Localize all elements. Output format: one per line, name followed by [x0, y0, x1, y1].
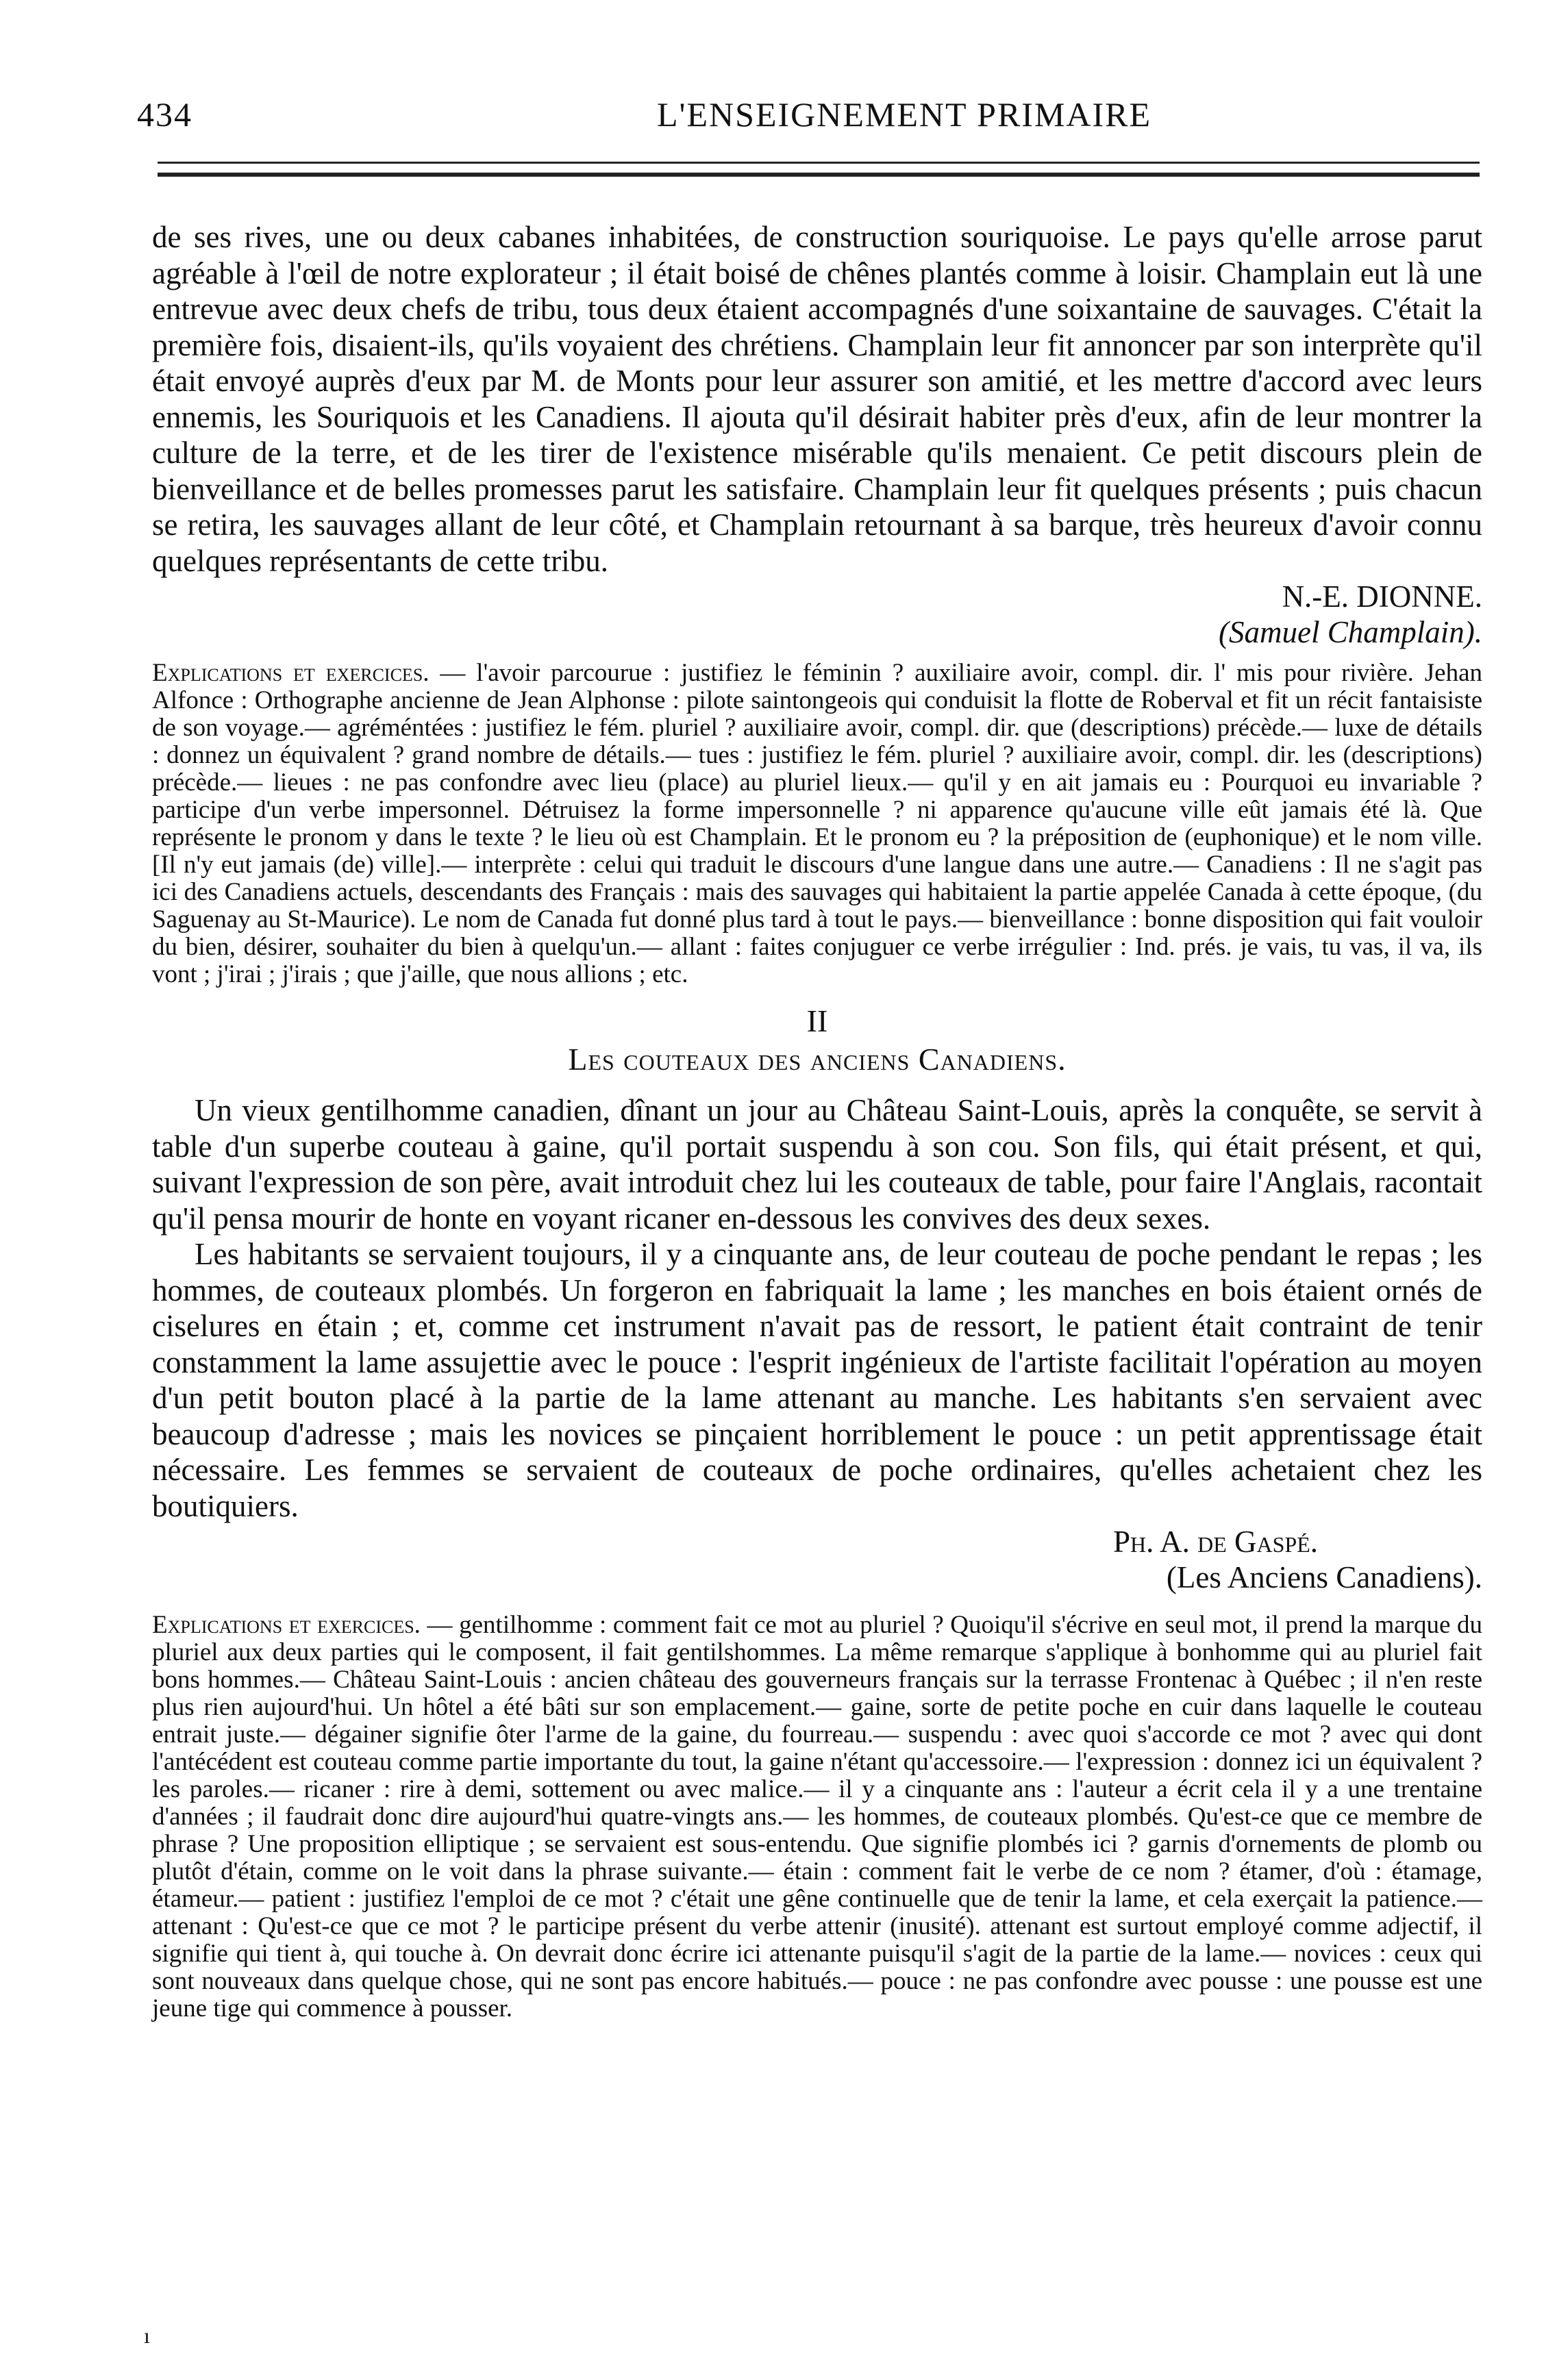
passage2-source: (Les Anciens Canadiens). [1166, 1560, 1482, 1594]
stray-print-mark: ı [144, 2323, 150, 2348]
exercises-text-1: — l'avoir parcourue : justifiez le féminin ? auxiliaire avoir, compl. dir. l' mis pour rivière. Jehan Alfonce : Orthographe ancienne de Jean Alphonse : pilote saintongeois qui conduisit la flotte de Roberval et fit un récit fantaisiste de son voyage.— agréméntées : justifiez le fém. pluriel ? auxiliaire avoir, compl. dir. que (descriptions) précède.— luxe de détails : donnez un équivalent ? grand nombre de détails.— tues : justifiez le fém. pluriel ? auxiliaire avoir, compl. dir. les (descriptions) précède.— lieues : ne pas confondre avec lieu (place) au pluriel lieux.— qu'il y en ait jamais eu : Pourquoi eu invariable ? participe d'un verbe impersonnel. Détruisez la forme impersonnelle ? ni apparence qu'aucune ville eût jamais été là. Que représente le pronom y dans le texte ? le lieu où est Champlain. Et le pronom eu ? la préposition de (euphonique) et le nom ville. [Il n'y eut jamais (de) ville].— interprète : celui qui traduit le discours d'une langue dans une autre.— Canadiens : Il ne s'agit pas ici des Canadiens actuels, descendants des Français : mais des sauvages qui habitaient la partie appelée Canada à cette époque, (du Saguenay au St-Maurice). Le nom de Canada fut donné plus tard à tout le pays.— bienveillance : bonne disposition qui fait vouloir du bien, désirer, souhaiter du bien à quelqu'un.— allant : faites conjuguer ce verbe irrégulier : Ind. prés. je vais, tu vas, il va, ils vont ; j'irai ; j'irais ; que j'aille, que nous allions ; etc. [152, 659, 1483, 988]
exercises-block-1 [152, 660, 1482, 988]
passage2-author: Ph. A. de Gaspé. [1112, 1525, 1318, 1559]
section-number: II [806, 1003, 828, 1038]
header-rule-thick [158, 173, 1480, 177]
section-title: Les couteaux des anciens Canadiens. [568, 1042, 1067, 1077]
exercises-label-2: Explications et exercices. [152, 1611, 421, 1639]
passage1-source: (Samuel Champlain). [1219, 615, 1482, 649]
couteaux-paragraph-2: Les habitants se servaient toujours, il y a cinquante ans, de leur couteau de poche pendant le repas ; les hommes, de couteaux plombés. Un forgeron en fabriquait la lame ; les manches en bois étaient ornés de ciselures en étain ; et, comme cet instrument n'avait pas de ressort, le patient était contraint de tenir constamment la lame assujettie avec le pouce : l'esprit ingénieux de l'artiste facilitait l'opération au moyen d'un petit bouton placé à la partie de la lame attenant au manche. Les habitants s'en servaient avec beaucoup d'adresse ; mais les novices se pinçaient horriblement le pouce : un petit apprentissage était nécessaire. Les femmes se servaient de couteaux de poche ordinaires, qu'elles achetaient chez les boutiquiers. [152, 1237, 1482, 1523]
exercises-block-2 [152, 1612, 1482, 2022]
exercises-text-2: — gentilhomme : comment fait ce mot au pluriel ? Quoiqu'il s'écrive en seul mot, il prend la marque du pluriel aux deux parties qui le composent, il fait gentilshommes. La même remarque s'applique à bonhomme qui au pluriel fait bons hommes.— Château Saint-Louis : ancien château des gouverneurs français sur la terrasse Frontenac à Québec ; il n'en reste plus rien aujourd'hui. Un hôtel a été bâti sur son emplacement.— gaine, sorte de petite poche en cuir dans laquelle le couteau entrait juste.— dégainer signifie ôter l'arme de la gaine, du fourreau.— suspendu : avec quoi s'accorde ce mot ? avec qui dont l'antécédent est couteau comme partie importante du tout, la gaine n'étant qu'accessoire.— l'expression : donnez ici un équivalent ? les paroles.— ricaner : rire à demi, sottement ou avec malice.— il y a cinquante ans : l'auteur a écrit cela il y a une trentaine d'années ; il faudrait donc dire aujourd'hui quatre-vingts ans.— les hommes, de couteaux plombés. Qu'est-ce que ce membre de phrase ? Une proposition elliptique ; se servaient est sous-entendu. Que signifie plombés ici ? garnis d'ornements de plomb ou plutôt d'étain, comme on le voit dans la phrase suivante.— étain : comment fait le verbe de ce nom ? étamer, d'où : étamage, étameur.— patient : justifiez l'emploi de ce mot ? c'était une gêne continuelle que de tenir la lame, et cela exerçait la patience.— attenant : Qu'est-ce que ce mot ? le participe présent du verbe attenir (inusité). attenant est surtout employé comme adjectif, il signifie qui tient à, qui touche à. On devrait donc écrire ici attenante puisqu'il s'agit de la partie de la lame.— novices : ceux qui sont nouveaux dans quelque chose, qui ne sont pas encore habitués.— pouce : ne pas confondre avec pousse : une pousse est une jeune tige qui commence à pousser. [152, 1611, 1483, 2022]
running-title: L'ENSEIGNEMENT PRIMAIRE [656, 95, 1152, 134]
couteaux-paragraph-1: Un vieux gentilhomme canadien, dînant un jour au Château Saint-Louis, après la conquête, se servit à table d'un superbe couteau à gaine, qu'il portait suspendu à son cou. Son fils, qui était présent, et qui, suivant l'expression de son père, avait introduit chez lui les couteaux de table, pour faire l'Anglais, racontait qu'il pensa mourir de honte en voyant ricaner en-dessous les convives des deux sexes. [152, 1093, 1482, 1236]
passage1-author: N.-E. DIONNE. [1282, 579, 1482, 614]
page-body [152, 219, 1482, 2022]
page-number: 434 [137, 95, 192, 134]
champlain-passage: de ses rives, une ou deux cabanes inhabitées, de construction souriquoise. Le pays qu'elle arrose parut agréable à l'œil de notre explorateur ; il était boisé de chênes plantés comme à loisir. Champlain eut là une entrevue avec deux chefs de tribu, tous deux étaient accompagnés d'une soixantaine de sauvages. C'était la première fois, disaient-ils, qu'ils voyaient des chrétiens. Champlain leur fit annoncer par son interprète qu'il était envoyé auprès d'eux par M. de Monts pour leur assurer son amitié, et les mettre d'accord avec leurs ennemis, les Souriquois et les Canadiens. Il ajouta qu'il désirait habiter près d'eux, afin de leur montrer la culture de la terre, et de les tirer de l'existence misérable qu'ils menaient. Ce petit discours plein de bienveillance et de belles promesses parut les satisfaire. Champlain leur fit quelques présents ; puis chacun se retira, les sauvages allant de leur côté, et Champlain retournant à sa barque, très heureux d'avoir connu quelques représentants de cette tribu. [152, 220, 1482, 578]
running-head [137, 88, 1480, 142]
exercises-label-1: Explications et exercices. [152, 659, 429, 687]
header-rule-thin [158, 162, 1480, 164]
